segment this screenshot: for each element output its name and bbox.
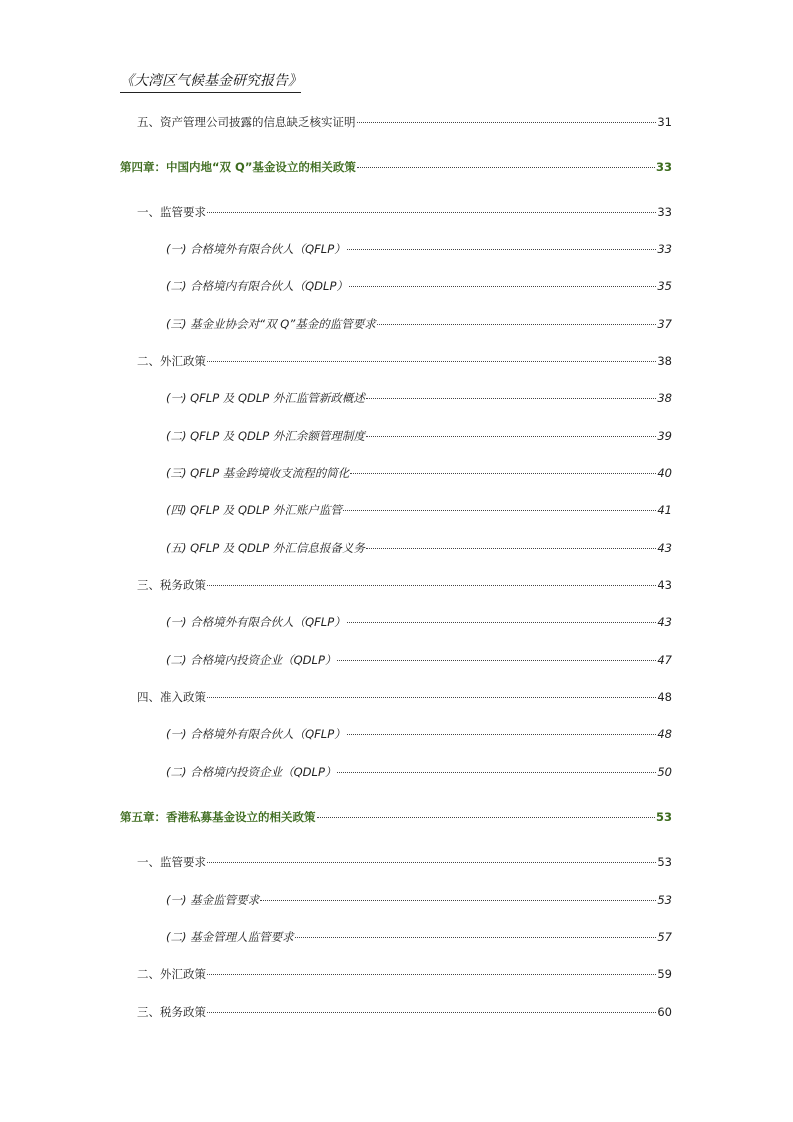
toc-entry-label: 五、资产管理公司披露的信息缺乏核实证明 xyxy=(137,115,356,129)
toc-entry[interactable] xyxy=(166,278,672,294)
toc-entry-page: 39 xyxy=(657,429,672,443)
dot-leader xyxy=(357,122,657,123)
toc-entry-page: 53 xyxy=(657,855,672,869)
toc-entry-label: 二、外汇政策 xyxy=(137,354,206,368)
toc-entry-label: 一、监管要求 xyxy=(137,205,206,219)
toc-entry[interactable] xyxy=(137,966,672,982)
toc-entry-label: (一) QFLP 及 QDLP 外汇监管新政概述 xyxy=(166,391,365,405)
toc-entry[interactable] xyxy=(166,241,672,257)
toc-entry[interactable] xyxy=(166,390,672,406)
toc-chapter-entry[interactable] xyxy=(120,159,672,175)
toc-entry-label: 四、准入政策 xyxy=(137,690,206,704)
toc-entry-page: 60 xyxy=(657,1005,672,1019)
toc-entry-page: 33 xyxy=(657,205,672,219)
toc-entry-page: 57 xyxy=(657,930,672,944)
dot-leader xyxy=(207,697,656,698)
dot-leader xyxy=(357,167,655,168)
toc-entry-page: 59 xyxy=(657,967,672,981)
dot-leader xyxy=(207,974,656,975)
toc-entry-label: (二) QFLP 及 QDLP 外汇余额管理制度 xyxy=(166,429,365,443)
dot-leader xyxy=(260,900,656,901)
toc-entry-label: (一) 合格境外有限合伙人（QFLP） xyxy=(166,727,346,741)
dot-leader xyxy=(350,473,656,474)
toc-entry-label: (一) 合格境外有限合伙人（QFLP） xyxy=(166,615,346,629)
dot-leader xyxy=(377,324,657,325)
toc-entry-label: (二) 合格境内投资企业（QDLP） xyxy=(166,653,337,667)
toc-entry[interactable] xyxy=(166,929,672,945)
dot-leader xyxy=(337,772,656,773)
toc-entry-label: (一) 合格境外有限合伙人（QFLP） xyxy=(166,242,346,256)
toc-entry-page: 43 xyxy=(657,541,672,555)
toc-entry-label: 第五章：香港私募基金设立的相关政策 xyxy=(120,810,316,824)
toc-entry-label: 第四章：中国内地“双 Q”基金设立的相关政策 xyxy=(120,160,356,174)
toc-entry-page: 43 xyxy=(657,615,672,629)
toc-entry-page: 53 xyxy=(657,893,672,907)
toc-entry[interactable] xyxy=(166,502,672,518)
toc-entry-page: 31 xyxy=(657,115,672,129)
dot-leader xyxy=(347,249,657,250)
toc-entry-page: 38 xyxy=(657,391,672,405)
toc-entry-label: (五) QFLP 及 QDLP 外汇信息报备义务 xyxy=(166,541,365,555)
dot-leader xyxy=(366,436,657,437)
toc-chapter-entry[interactable] xyxy=(120,809,672,825)
toc-entry[interactable] xyxy=(137,854,672,870)
toc-entry-label: 一、监管要求 xyxy=(137,855,206,869)
toc-entry[interactable] xyxy=(166,892,672,908)
toc-entry-page: 33 xyxy=(657,242,672,256)
toc-entry-page: 38 xyxy=(657,354,672,368)
toc-entry-label: (二) 合格境内有限合伙人（QDLP） xyxy=(166,279,348,293)
toc-entry-page: 37 xyxy=(657,317,672,331)
dot-leader xyxy=(366,398,657,399)
toc-entry-page: 41 xyxy=(657,503,672,517)
toc-entry[interactable] xyxy=(166,540,672,556)
toc-entry-label: 三、税务政策 xyxy=(137,578,206,592)
toc-entry-page: 50 xyxy=(657,765,672,779)
toc-entry[interactable] xyxy=(166,764,672,780)
dot-leader xyxy=(317,817,655,818)
dot-leader xyxy=(207,1012,656,1013)
toc-entry-page: 35 xyxy=(657,279,672,293)
toc-entry[interactable] xyxy=(137,204,672,220)
dot-leader xyxy=(207,361,656,362)
toc-entry-label: (二) 合格境内投资企业（QDLP） xyxy=(166,765,337,779)
document-header-title: 《大湾区气候基金研究报告》 xyxy=(120,73,302,89)
toc-entry-label: (三) QFLP 基金跨境收支流程的简化 xyxy=(166,466,350,480)
toc-entry-page: 48 xyxy=(657,727,672,741)
dot-leader xyxy=(295,937,657,938)
dot-leader xyxy=(337,660,656,661)
toc-entry-label: (四) QFLP 及 QDLP 外汇账户监管 xyxy=(166,503,342,517)
toc-entry-page: 40 xyxy=(657,466,672,480)
toc-entry-page: 48 xyxy=(657,690,672,704)
dot-leader xyxy=(207,212,656,213)
toc-entry-label: 二、外汇政策 xyxy=(137,967,206,981)
toc-entry[interactable] xyxy=(166,465,672,481)
toc-entry-label: (三) 基金业协会对“双 Q”基金的监管要求 xyxy=(166,317,376,331)
toc-entry-label: (一) 基金监管要求 xyxy=(166,893,260,907)
toc-entry[interactable] xyxy=(166,614,672,630)
dot-leader xyxy=(207,862,656,863)
toc-entry[interactable] xyxy=(137,1004,672,1020)
toc-entry[interactable] xyxy=(137,689,672,705)
dot-leader xyxy=(347,734,657,735)
toc-entry-page: 53 xyxy=(655,810,672,824)
toc-entry-page: 47 xyxy=(657,653,672,667)
dot-leader xyxy=(347,622,657,623)
toc-entry[interactable] xyxy=(166,428,672,444)
toc-entry[interactable] xyxy=(137,353,672,369)
dot-leader xyxy=(343,510,657,511)
toc-entry[interactable] xyxy=(166,726,672,742)
dot-leader xyxy=(366,548,657,549)
toc-entry[interactable] xyxy=(166,652,672,668)
toc-entry[interactable] xyxy=(137,577,672,593)
toc-entry[interactable] xyxy=(137,114,672,130)
dot-leader xyxy=(349,286,656,287)
toc-entry-page: 33 xyxy=(655,160,672,174)
toc-entry-page: 43 xyxy=(657,578,672,592)
toc-entry-label: 三、税务政策 xyxy=(137,1005,206,1019)
toc-entry[interactable] xyxy=(166,316,672,332)
toc-entry-label: (二) 基金管理人监管要求 xyxy=(166,930,294,944)
dot-leader xyxy=(207,585,656,586)
